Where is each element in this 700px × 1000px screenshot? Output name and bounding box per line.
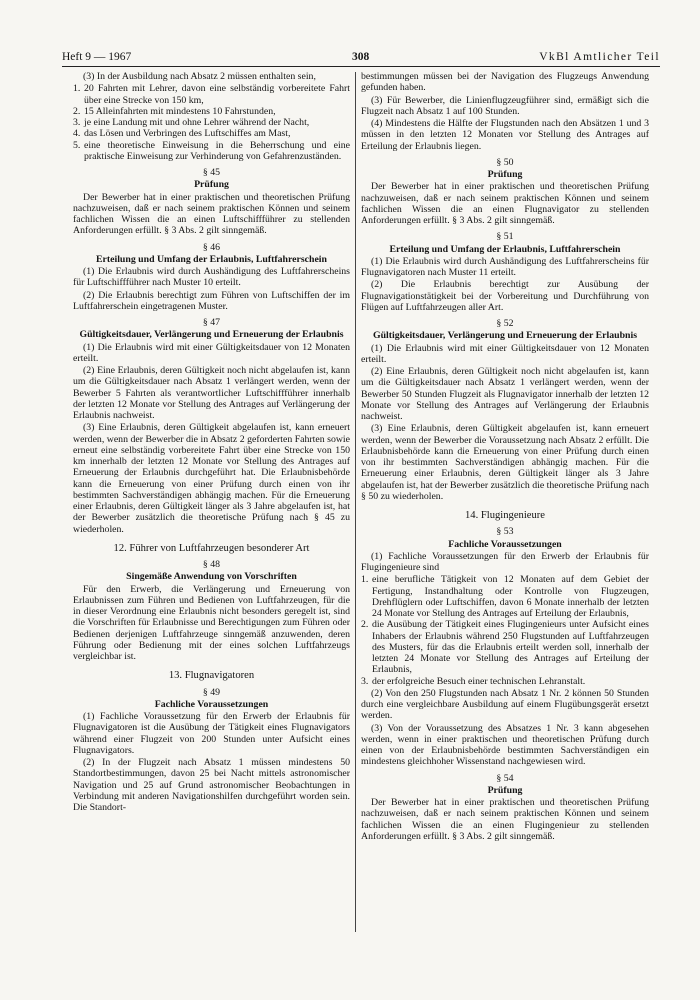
section-heading: Prüfung: [487, 784, 523, 796]
numbered-list: [361, 574, 649, 687]
column-divider: [355, 72, 356, 932]
section-heading: Fachliche Voraussetzungen: [448, 538, 562, 550]
chapter-heading: 14. Flugingenieure: [464, 510, 546, 521]
list-item: [361, 574, 649, 619]
section-number: § 48: [202, 559, 221, 570]
section-heading: Prüfung: [194, 179, 229, 191]
numbered-list: [73, 83, 350, 162]
list-item-text: 15 Alleinfahrten mit mindestens 10 Fahrstunden,: [84, 105, 276, 117]
section-number: § 47: [202, 317, 221, 328]
paragraph: Der Bewerber hat in einer praktischen und theoretischen Prüfung nachzuweisen, daß er nach seinem praktischen Können und seinem fachlichen Wissen die an einen Luftschiffführer zu stellenden Anforderungen erfüllt. § 3 Abs. 2 gilt sinngemäß.: [73, 191, 350, 237]
list-item-number: 5.: [73, 139, 81, 151]
paragraph: (1) Fachliche Voraussetzungen für den Erwerb der Erlaubnis für Flugingenieure sind: [361, 550, 649, 573]
section-number: § 46: [202, 241, 221, 253]
section-heading: Prüfung: [487, 169, 523, 180]
right-column: [361, 71, 649, 843]
publication-title: VkBl Amtlicher Teil: [539, 51, 660, 63]
paragraph: Der Bewerber hat in einer praktischen und theoretischen Prüfung nachzuweisen, daß er nach seinem praktischen Können und seinem fachlichen Wissen die an einen Flugingenieur zu stellenden Anforderungen erfüllt. § 3 Abs. 2 gilt sinngemäß.: [361, 797, 649, 842]
list-item-number: 3.: [361, 675, 369, 687]
list-item-text: eine berufliche Tätigkeit von 12 Monaten auf dem Gebiet der Fertigung, Instandhaltung oder Kontrolle von Flugzeugen, Drehflüglern oder Luftschiffen, davon 6 Monate innerhalb der letzten 24 Monate vor Stellung des Antrages auf Erteilung der Erlaubnis,: [372, 574, 649, 619]
section-number: § 51: [496, 231, 514, 243]
paragraph: (3) In der Ausbildung nach Absatz 2 müssen enthalten sein,: [83, 71, 316, 82]
paragraph: (2) Eine Erlaubnis, deren Gültigkeit noch nicht abgelaufen ist, kann um die Gültigkeitsdauer nach Absatz 1 verlängert werden, wenn der Bewerber 5 Fahrten als verantwortlicher Luftschiffführer innerhalb der letzten 12 Monate vor Stellung des Antrages auf Verlängerung der Erlaubnis nachweist.: [73, 365, 350, 421]
issue-label: Heft 9 — 1967: [62, 51, 132, 63]
paragraph: bestimmungen müssen bei der Navigation des Flugzeugs Anwendung gefunden haben.: [361, 71, 649, 94]
list-item-number: 2.: [361, 619, 369, 631]
section-number: § 45: [202, 167, 221, 178]
page-number: 308: [352, 51, 370, 63]
paragraph: Der Bewerber hat in einer praktischen und theoretischen Prüfung nachzuweisen, daß er nach seinem praktischen Können und seinem fachlichen Wissen die an einen Flugnavigator zu stellenden Anforderungen erfüllt. § 3 Abs. 2 gilt sinngemäß.: [361, 181, 649, 226]
paragraph: (1) Die Erlaubnis wird mit einer Gültigkeitsdauer von 12 Monaten erteilt.: [361, 342, 649, 365]
section-heading: Erteilung und Umfang der Erlaubnis, Luftfahrerschein: [389, 243, 621, 255]
paragraph: (2) Von den 250 Flugstunden nach Absatz 1 Nr. 2 können 50 Stunden durch eine vergleichbare Ausbildung auf einem Flugübungsgerät ersetzt werden.: [361, 687, 649, 722]
list-item-number: 4.: [73, 128, 81, 140]
paragraph: (2) Die Erlaubnis berechtigt zum Führen von Luftschiffen der im Luftfahrerschein eingetragenen Muster.: [73, 289, 350, 312]
section-number: § 52: [496, 318, 514, 329]
paragraph: (3) Von der Voraussetzung des Absatzes 1 Nr. 3 kann abgesehen werden, wenn in einer praktischen und theoretischen Prüfung durch einen von der Erlaubnisbehörde bestimmten Sachverständigen ein mindestens gleichhoher Wissenstand nachgewiesen wird.: [361, 722, 649, 768]
paragraph: (1) Fachliche Voraussetzung für den Erwerb der Erlaubnis für Flugnavigatoren ist die Ausübung der Tätigkeit eines Flugnavigators während einer Flugzeit von 200 Stunden unter Aufsicht eines Flugnavigators.: [73, 711, 350, 756]
chapter-heading: 13. Flugnavigatoren: [168, 670, 255, 682]
list-item-number: 1.: [73, 83, 81, 95]
paragraph: (3) Für Bewerber, die Linienflugzeugführer sind, ermäßigt sich die Flugzeit nach Absatz 1 auf 100 Stunden.: [361, 94, 649, 117]
section-heading: Fachliche Voraussetzungen: [154, 698, 269, 710]
list-item-number: 2.: [73, 105, 81, 117]
section-number: § 50: [496, 156, 514, 168]
section-heading: Gültigkeitsdauer, Verlängerung und Erneuerung der Erlaubnis: [79, 329, 344, 341]
list-item: [361, 619, 649, 675]
paragraph: (3) Eine Erlaubnis, deren Gültigkeit abgelaufen ist, kann erneuert werden, wenn der Bewerber die in Absatz 2 geforderten Fahrten sowie erneut eine selbständig vorbereitete Fahrt über eine Strecke von 150 km innerhalb der letzten 12 Monate vor Stellung des Antrages auf Erneuerung der Erlaubnis durchgeführt hat. Die Erlaubnisbehörde kann die Erneuerung von einer Prüfung durch einen von ihr bestimmten Sachverständigen abhängig machen. Für die Erneuerung einer Erlaubnis, deren Gültigkeit länger als 3 Jahre abgelaufen ist, hat der Bewerber zusätzlich die theoretische Prüfung nach § 45 zu wiederholen.: [73, 422, 350, 535]
list-item: [73, 140, 350, 163]
list-item: [73, 128, 350, 139]
section-number: § 49: [202, 686, 221, 698]
list-item-text: die Ausübung der Tätigkeit eines Flugingenieurs unter Aufsicht eines Inhabers der Erlaubnis während 250 Flugstunden auf Luftfahrzeugen des Musters, für das die Erlaubnis erteilt werden soll, innerhalb der letzten 24 Monate vor Stellung des Antrages auf Erteilung der Erlaubnis,: [372, 619, 649, 676]
paragraph: (4) Mindestens die Hälfte der Flugstunden nach den Absätzen 1 und 3 müssen in den letzten 12 Monaten vor Stellung des Antrages auf Erteilung der Erlaubnis liegen.: [361, 118, 649, 152]
paragraph: (1) Die Erlaubnis wird durch Aushändigung des Luftfahrerscheins für Luftschiffführer nach Muster 10 erteilt.: [73, 266, 350, 289]
section-heading: Erteilung und Umfang der Erlaubnis, Luftfahrerschein: [96, 253, 327, 265]
list-item: [73, 83, 350, 106]
paragraph: (2) In der Flugzeit nach Absatz 1 müssen mindestens 50 Standortbestimmungen, davon 25 bei Nacht mittels astronomischer Navigation und 25 auf Grund astronomischer Beobachtungen in Verbindung mit anderen Navigationshilfen durchgeführt worden sein. Die Standort-: [73, 757, 350, 813]
left-column: [73, 71, 350, 814]
section-heading: Gültigkeitsdauer, Verlängerung und Erneuerung der Erlaubnis: [372, 330, 638, 342]
list-item-text: das Lösen und Verbringen des Luftschiffes am Mast,: [84, 128, 291, 140]
section-number: § 53: [496, 526, 514, 538]
paragraph: (1) Die Erlaubnis wird mit einer Gültigkeitsdauer von 12 Monaten erteilt.: [73, 341, 350, 364]
list-item-text: der erfolgreiche Besuch einer technischen Lehranstalt.: [372, 675, 586, 687]
list-item: [361, 676, 649, 687]
paragraph: (1) Die Erlaubnis wird durch Aushändigung des Luftfahrerscheins für Flugnavigatoren nach Muster 11 erteilt.: [361, 255, 649, 278]
paragraph: Für den Erwerb, die Verlängerung und Erneuerung von Erlaubnissen zum Führen und Bedienen von Luftfahrzeugen, für die in dieser Verordnung eine Erlaubnis nicht besonders geregelt ist, sind die Vorschriften für Erlaubnisse und Berechtigungen zum Führen oder Bedienen derjenigen Luftfahrzeuge sinngemäß anzuwenden, deren Führung oder Bedienung mit der eines solchen Luftfahrzeugs vergleichbar ist.: [73, 583, 350, 662]
section-heading: Singemäße Anwendung von Vorschriften: [126, 571, 297, 583]
section-number: § 54: [496, 772, 514, 784]
running-header: [62, 50, 660, 67]
list-item-number: 3.: [73, 117, 81, 128]
paragraph: (2) Eine Erlaubnis, deren Gültigkeit noch nicht abgelaufen ist, kann um die Gültigkeitsdauer nach Absatz 1 verlängert werden, wenn der Bewerber 50 Stunden Flugzeit als Flugnavigator innerhalb der letzten 12 Monate vor Stellung des Antrages auf Verlängerung der Erlaubnis nachweist.: [361, 366, 649, 422]
list-item-text: eine theoretische Einweisung in die Beherrschung und eine praktische Einweisung zur Verhinderung von Gefahrenzuständen.: [84, 139, 350, 162]
list-item-number: 1.: [361, 574, 369, 586]
paragraph: (3) Eine Erlaubnis, deren Gültigkeit abgelaufen ist, kann erneuert werden, wenn der Bewerber die Voraussetzung nach Absatz 2 erfüllt. Die Erlaubnisbehörde kann die Erneuerung von einer Prüfung durch einen von ihr bestimmten Sachverständigen abhängig machen. Für die Erneuerung einer Erlaubnis, deren Gültigkeit länger als 3 Jahre abgelaufen ist, hat der Bewerber zusätzlich die theoretische Prüfung nach § 50 zu wiederholen.: [361, 423, 649, 502]
list-item-text: 20 Fahrten mit Lehrer, davon eine selbständig vorbereitete Fahrt über eine Strecke von 150 km,: [84, 83, 350, 106]
list-item: [73, 106, 350, 117]
list-item-text: je eine Landung mit und ohne Lehrer während der Nacht,: [84, 117, 310, 128]
list-item: [73, 117, 350, 128]
chapter-heading: 12. Führer von Luftfahrzeugen besonderer Art: [113, 542, 310, 554]
paragraph: (2) Die Erlaubnis berechtigt zur Ausübung der Flugnavigationstätigkeit bei der Vorbereitung und Durchführung von Flügen auf Luftfahrzeugen aller Art.: [361, 279, 649, 313]
